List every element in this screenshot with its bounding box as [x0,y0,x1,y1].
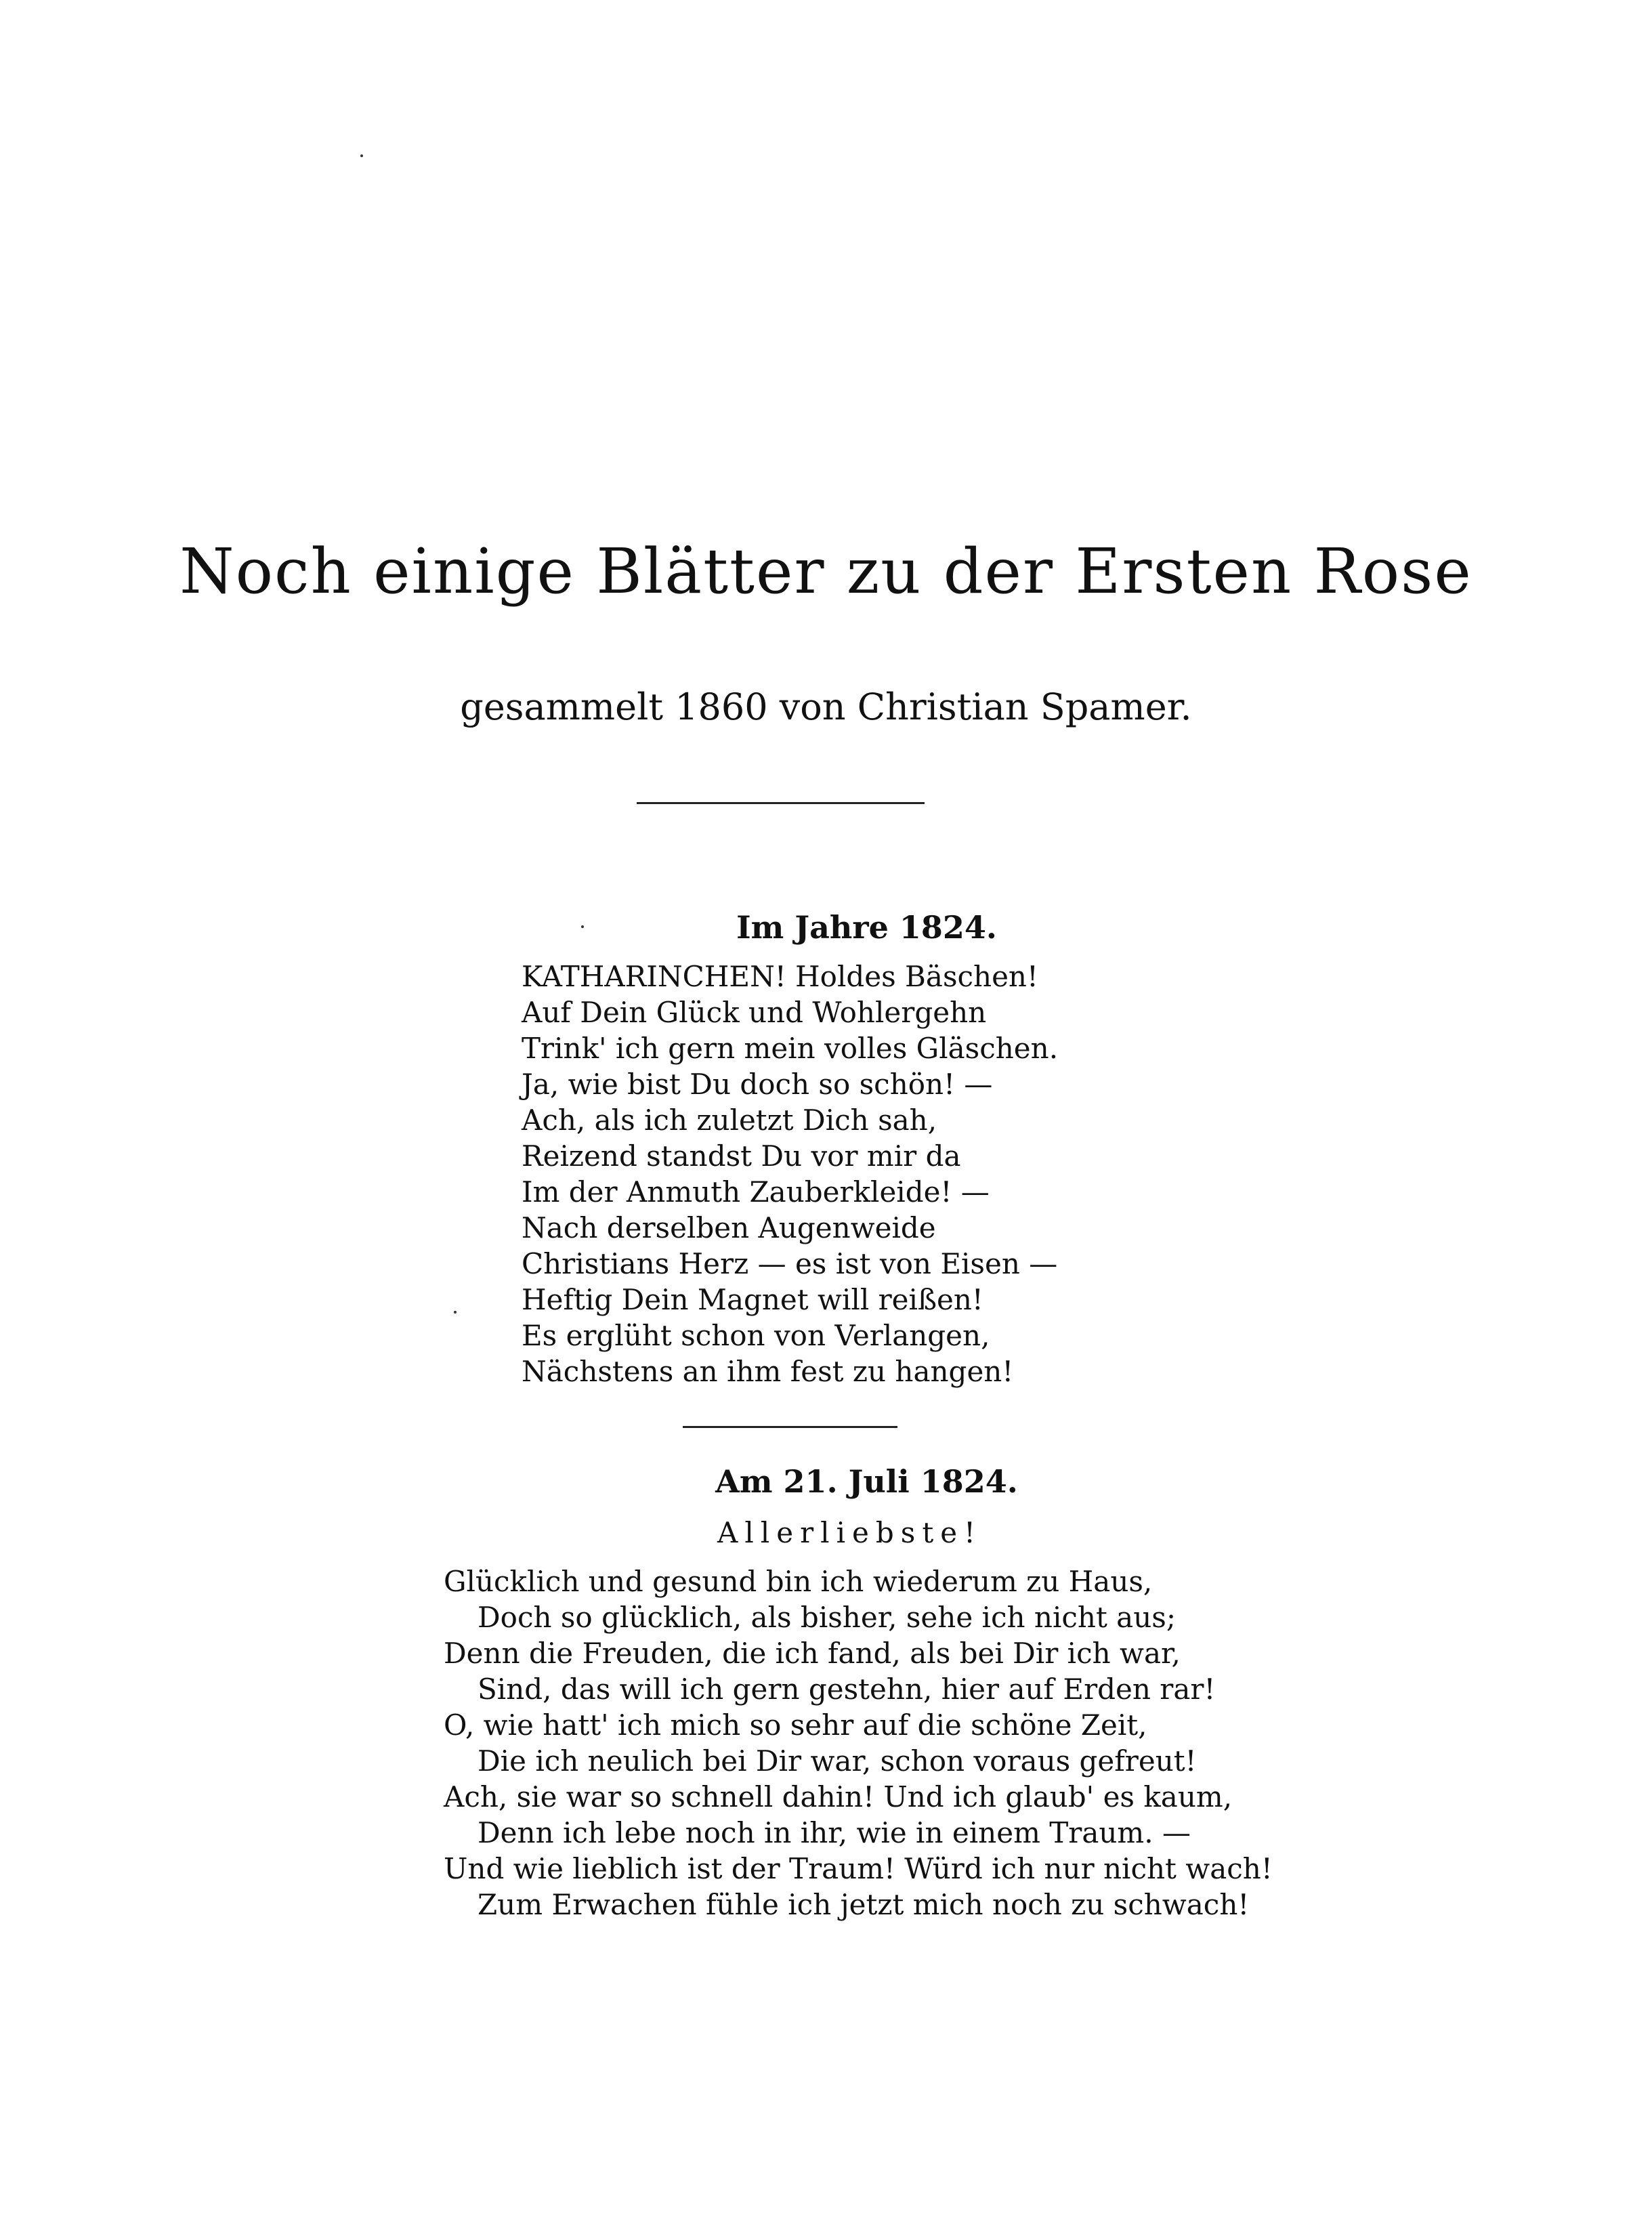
stray-mark [454,1311,457,1314]
stray-mark [360,154,363,157]
poem-line: Zum Erwachen fühle ich jetzt mich noch zu schwach! [478,1888,1250,1921]
poem-line: Ach, sie war so schnell dahin! Und ich glaub' es kaum, [444,1780,1233,1813]
poem-line: Ja, wie bist Du doch so schön! — [522,1068,993,1101]
poem-line: Glücklich und gesund bin ich wiederum zu Haus, [444,1565,1153,1598]
poem-line: Nächstens an ihm fest zu hangen! [522,1355,1014,1388]
poem-line: Reizend standst Du vor mir da [522,1139,961,1173]
poem-line: Die ich neulich bei Dir war, schon voraus gefreut! [478,1744,1197,1778]
section-heading: Am 21. Juli 1824. [715,1463,1018,1500]
poem-line: Im der Anmuth Zauberkleide! — [522,1175,990,1209]
poem-line: O, wie hatt' ich mich so sehr auf die schöne Zeit, [444,1708,1147,1742]
poem-line: Christians Herz — es ist von Eisen — [522,1247,1058,1280]
section-heading: Im Jahre 1824. [736,909,997,946]
page-subtitle: gesammelt 1860 von Christian Spamer. [460,686,1192,728]
poem-stanza [522,959,1058,1389]
letter-salutation: Allerliebste! [717,1516,982,1549]
poem-line: Auf Dein Glück und Wohlergehn [522,996,987,1029]
poem-line: Und wie lieblich ist der Traum! Würd ich nur nicht wach! [444,1852,1273,1885]
poem-line: Denn die Freuden, die ich fand, als bei Dir ich war, [444,1637,1181,1670]
poem-stanza [444,1563,1273,1923]
section-divider [683,1426,897,1428]
poem-line: Es erglüht schon von Verlangen, [522,1319,990,1352]
poem-line: Nach derselben Augenweide [522,1211,936,1244]
poem-line: Ach, als ich zuletzt Dich sah, [522,1104,937,1137]
poem-line: Heftig Dein Magnet will reißen! [522,1283,983,1316]
poem-line: Doch so glücklich, als bisher, sehe ich nicht aus; [478,1601,1176,1634]
section-divider [637,802,925,804]
poem-line: Denn ich lebe noch in ihr, wie in einem Traum. — [478,1816,1191,1849]
poem-line: Trink' ich gern mein volles Gläschen. [522,1032,1059,1065]
poem-line: KATHARINCHEN! Holdes Bäschen! [522,960,1038,993]
page-title: Noch einige Blätter zu der Ersten Rose [179,535,1473,608]
poem-line: Sind, das will ich gern gestehn, hier auf Erden rar! [478,1673,1216,1706]
